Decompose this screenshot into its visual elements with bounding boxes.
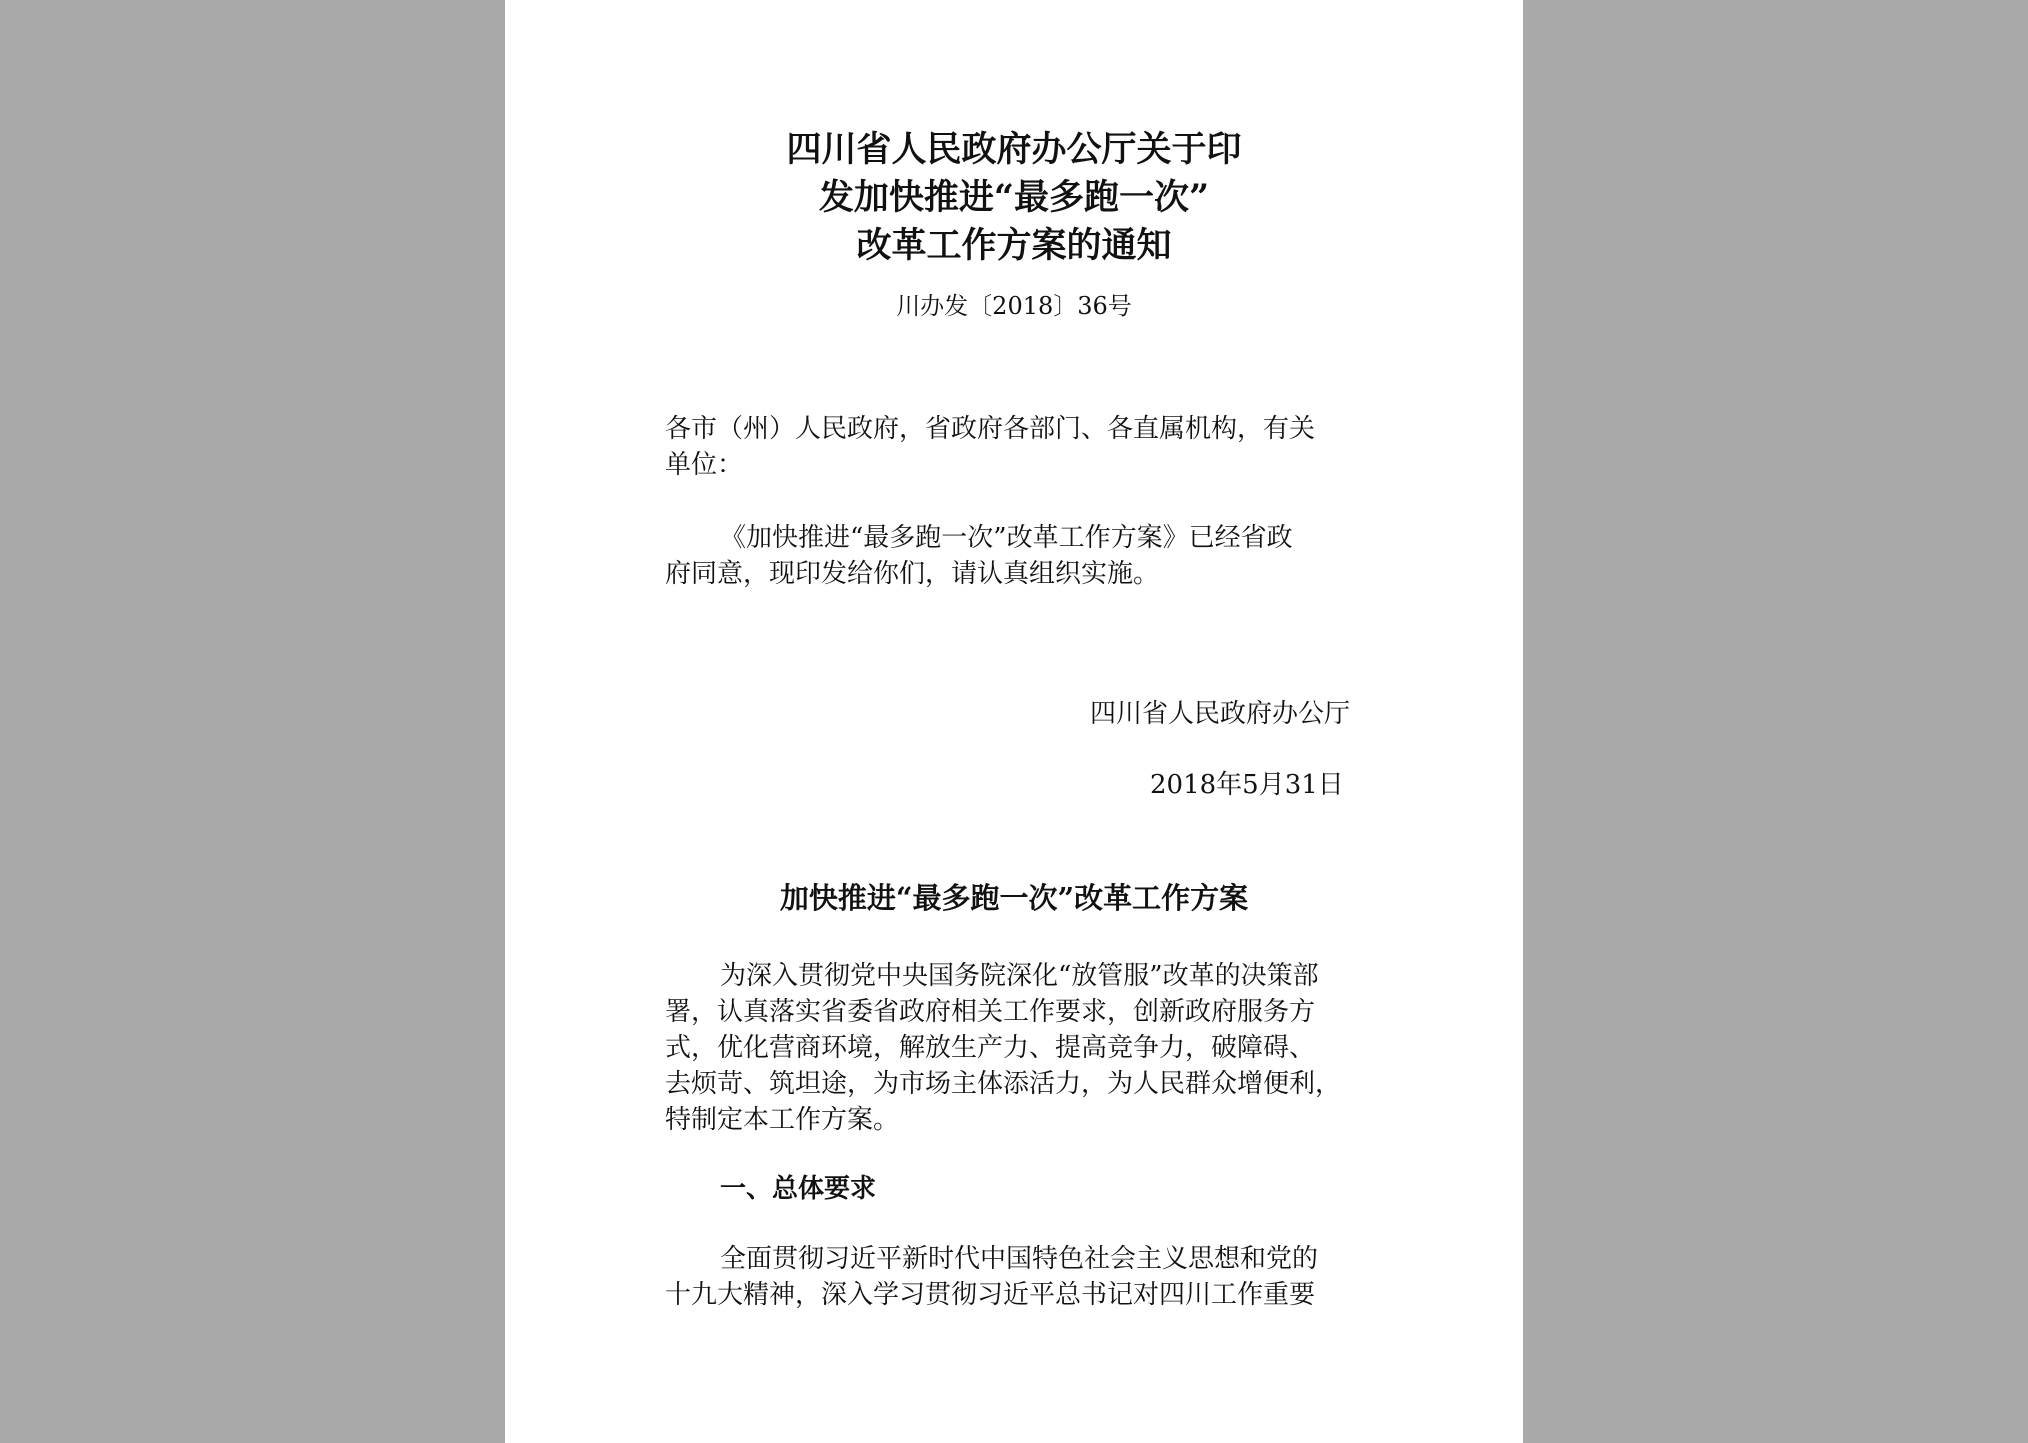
notice-line-1: 《加快推进“最多跑一次”改革工作方案》已经省政 <box>720 523 1293 553</box>
intro-line-2: 署，认真落实省委省政府相关工作要求，创新政府服务方 <box>665 997 1316 1027</box>
intro-line-1: 为深入贯彻党中央国务院深化“放管服”改革的决策部 <box>720 961 1319 991</box>
intro-line-3: 式，优化营商环境，解放生产力、提高竞争力，破障碍、 <box>665 1033 1316 1063</box>
document-number: 川办发〔2018〕36号 <box>896 292 1132 320</box>
section-paragraph-line-1: 全面贯彻习近平新时代中国特色社会主义思想和党的 <box>720 1244 1319 1274</box>
notice-line-2: 府同意，现印发给你们，请认真组织实施。 <box>665 559 1160 589</box>
document-title-line-2: 发加快推进“最多跑一次” <box>818 177 1210 218</box>
issuer-name: 四川省人民政府办公厅 <box>1090 699 1351 729</box>
addressee-line-2: 单位： <box>665 450 744 480</box>
intro-line-5: 特制定本工作方案。 <box>665 1105 900 1135</box>
document-page <box>505 0 1523 1443</box>
plan-title: 加快推进“最多跑一次”改革工作方案 <box>779 881 1249 915</box>
section-paragraph-line-2: 十九大精神，深入学习贯彻习近平总书记对四川工作重要 <box>665 1280 1316 1310</box>
issue-date: 2018年5月31日 <box>1150 770 1344 800</box>
document-title-line-1: 四川省人民政府办公厅关于印 <box>786 129 1242 170</box>
section-heading: 一、总体要求 <box>720 1174 877 1204</box>
addressee-line-1: 各市（州）人民政府，省政府各部门、各直属机构，有关 <box>665 414 1316 444</box>
intro-line-4: 去烦苛、筑坦途，为市场主体添活力，为人民群众增便利， <box>665 1069 1342 1099</box>
document-title-line-3: 改革工作方案的通知 <box>856 225 1172 266</box>
